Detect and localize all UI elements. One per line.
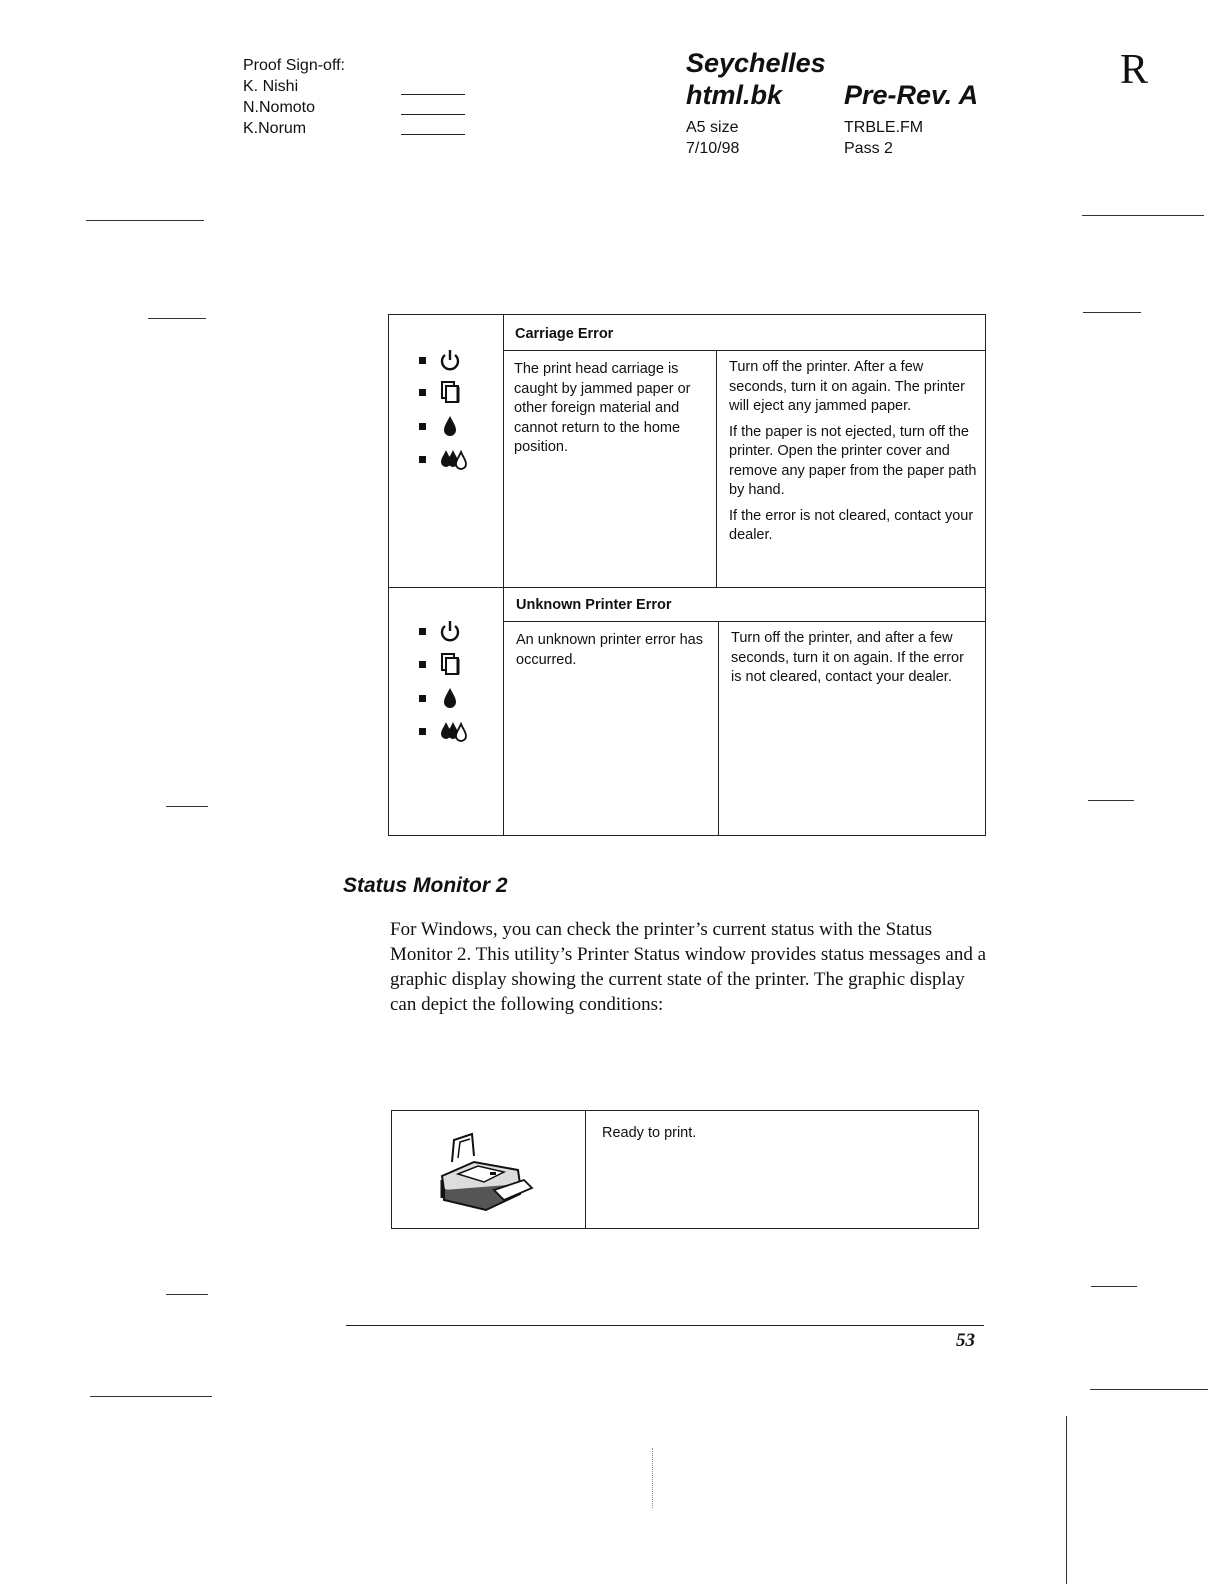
indicator-power bbox=[419, 617, 461, 645]
corner-mark: R bbox=[1120, 47, 1149, 93]
margin-tick bbox=[90, 1396, 212, 1397]
error-cause: The print head carriage is caught by jammed paper or other foreign material and cannot return to the home position. bbox=[514, 361, 691, 455]
remedy-paragraph: Turn off the printer. After a few seconds, turn it on again. The printer will eject any jammed paper. bbox=[729, 359, 965, 414]
column-divider bbox=[718, 621, 719, 836]
margin-tick bbox=[1083, 312, 1141, 313]
error-remedy bbox=[729, 358, 977, 552]
column-divider bbox=[716, 350, 717, 587]
error-remedy bbox=[731, 629, 977, 694]
error-title: Unknown Printer Error bbox=[516, 597, 672, 613]
printer-icon bbox=[434, 1128, 534, 1212]
light-off-square bbox=[419, 456, 426, 463]
row-divider bbox=[388, 587, 986, 588]
light-off-square bbox=[419, 695, 426, 702]
light-off-square bbox=[419, 357, 426, 364]
paper-icon bbox=[439, 379, 461, 405]
indicator-color-ink bbox=[419, 445, 469, 473]
color-ink-icon bbox=[439, 446, 469, 472]
indicator-paper bbox=[419, 378, 461, 406]
title-divider bbox=[503, 621, 986, 622]
signoff-name: K. Nishi bbox=[243, 78, 299, 95]
power-icon bbox=[439, 347, 461, 373]
signoff-line bbox=[401, 114, 465, 115]
doc-title-line1: Seychelles bbox=[686, 48, 826, 78]
black-ink-icon bbox=[439, 685, 461, 711]
remedy-paragraph: Turn off the printer, and after a few seconds, turn it on again. If the error is not cleared, contact your dealer. bbox=[731, 630, 964, 685]
size-label: A5 size bbox=[686, 119, 739, 136]
signoff-name: K.Norum bbox=[243, 120, 307, 137]
margin-tick bbox=[166, 806, 208, 807]
error-title: Carriage Error bbox=[515, 326, 614, 342]
margin-tick bbox=[1091, 1286, 1137, 1287]
light-off-square bbox=[419, 728, 426, 735]
signoff-name: N.Nomoto bbox=[243, 99, 316, 116]
indicator-black-ink bbox=[419, 412, 461, 440]
file-label: TRBLE.FM bbox=[844, 119, 924, 136]
pass-label: Pass 2 bbox=[844, 140, 893, 157]
light-off-square bbox=[419, 423, 426, 430]
color-ink-icon bbox=[439, 718, 469, 744]
date-label: 7/10/98 bbox=[686, 140, 740, 157]
signoff-line bbox=[401, 134, 465, 135]
light-off-square bbox=[419, 661, 426, 668]
doc-title-line2: html.bk bbox=[686, 80, 783, 110]
margin-tick bbox=[148, 318, 206, 319]
column-divider bbox=[585, 1110, 586, 1229]
black-ink-icon bbox=[439, 413, 461, 439]
column-divider bbox=[503, 314, 504, 836]
indicator-paper bbox=[419, 650, 461, 678]
power-icon bbox=[439, 618, 461, 644]
paper-icon bbox=[439, 651, 461, 677]
signoff-line bbox=[401, 94, 465, 95]
proof-signoff bbox=[243, 55, 345, 139]
margin-tick bbox=[1088, 800, 1134, 801]
margin-tick bbox=[1090, 1389, 1208, 1390]
margin-tick bbox=[1082, 215, 1204, 216]
remedy-paragraph: If the error is not cleared, contact your dealer. bbox=[729, 507, 974, 543]
error-cause: An unknown printer error has occurred. bbox=[516, 632, 703, 668]
section-body: For Windows, you can check the printer’s current status with the Status Monitor 2. This utility’s Printer Status window provides status messages and a graphic display showing the current state of the printer. The graphic display can depict the following conditions: bbox=[390, 919, 987, 1015]
margin-tick bbox=[166, 1294, 208, 1295]
margin-tick bbox=[86, 220, 204, 221]
page-number: 53 bbox=[956, 1330, 975, 1351]
title-divider bbox=[503, 350, 986, 351]
margin-tick bbox=[1066, 1416, 1067, 1584]
revision-label: Pre-Rev. A bbox=[844, 80, 979, 110]
light-off-square bbox=[419, 628, 426, 635]
section-title: Status Monitor 2 bbox=[343, 874, 508, 897]
indicator-black-ink bbox=[419, 684, 461, 712]
fold-mark bbox=[652, 1448, 653, 1508]
status-graphic bbox=[434, 1128, 534, 1217]
footer-rule bbox=[346, 1325, 984, 1326]
light-off-square bbox=[419, 389, 426, 396]
indicator-power bbox=[419, 346, 461, 374]
indicator-color-ink bbox=[419, 717, 469, 745]
remedy-paragraph: If the paper is not ejected, turn off the printer. Open the printer cover and remove any paper from the paper path by hand. bbox=[729, 423, 977, 498]
signoff-label: Proof Sign-off: bbox=[243, 57, 345, 74]
status-text: Ready to print. bbox=[602, 1125, 697, 1141]
